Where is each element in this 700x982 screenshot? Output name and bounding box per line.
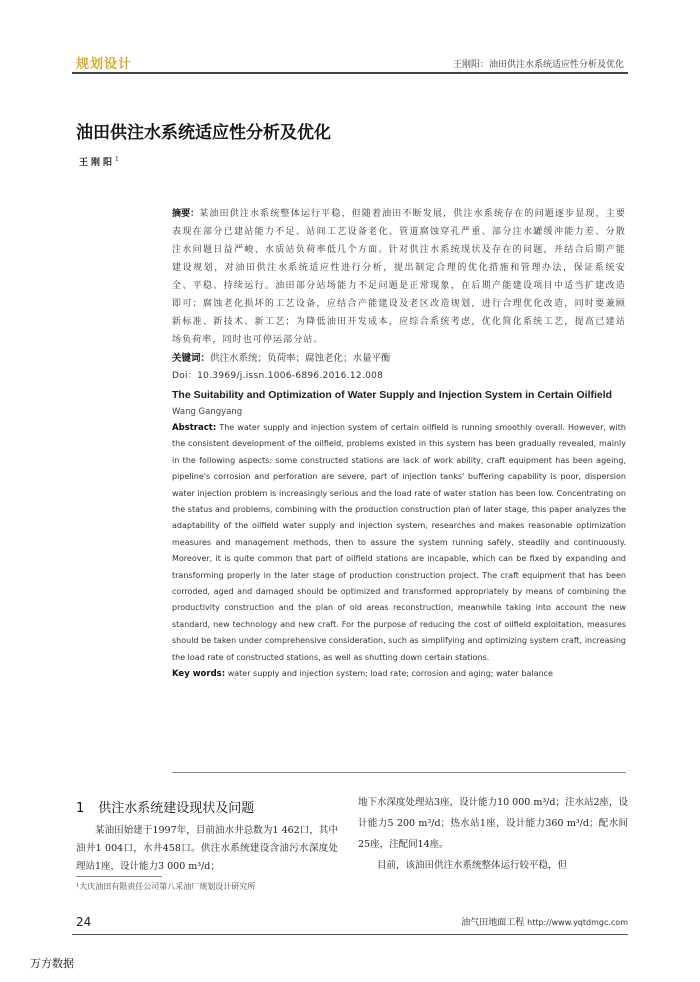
keywords-en-text: water supply and injection system; load rate; corrosion and aging; water balance [227,669,553,679]
author-name: 王刚阳 [79,158,116,168]
keywords-en [172,666,626,682]
paper-title: 油田供注水系统适应性分析及优化 [76,123,331,143]
section-heading [76,797,254,816]
footnote: ¹大庆油田有限责任公司第八采油厂规划设计研究所 [76,882,256,891]
journal-name: 油气田地面工程 [461,918,525,928]
abstract-en [172,420,626,666]
abstract-cn [172,205,626,349]
journal-website[interactable]: http://www.yqtdmgc.com [527,918,628,927]
keywords-cn [172,350,626,368]
english-title: The Suitability and Optimization of Water Supply and Injection System in Certain Oilfield [172,389,613,401]
journal-footer [461,915,628,928]
page-number: 24 [76,915,92,929]
section-number: 1 [76,801,85,816]
abstract-en-text: The water supply and injection system of certain oilfield is running smoothly overall. However, with the consistent development of the oilfield, problems existed in this system has been gradually revealed, mainly in the following aspects: some constructed stations are lack of work ability, craft equipment has been ageing, pipeline's corrosion and perforation are severe, part of injection tanks' buffering capability is poor, dispersion water injection problem is increasingly serious and the load rate of water station has been low. Concentrating on the status and problems, combining with the production construction plan of later stage, this paper analyzes the adaptability of the oilfield water supply and injection system, researches and makes reasonable optimization measures and management methods, then to assure the system running safely, steadily and continuously. Moreover, it is quite common that part of oilfield stations are incapable, which can be fixed by expanding and transforming properly in the later stage of production construction project. The craft equipment that has been corroded, aged and damaged should be optimized and transformed appropriately by means of combining the productivity construction and the plan of old areas reconstruction, meanwhile taking into account the new standard, new technology and new craft. For the purpose of reducing the cost of oilfield exploitation, measures should be taken under comprehensive consideration, such as simplifying and optimizing system craft, increasing the load rate of constructed stations, as well as shutting down certain stations. [172,423,626,662]
section-label: 规划设计 [76,57,133,72]
body-paragraph: 地下水深度处理站3座，设计能力10 000 m³/d；注水站2座，设计能力5 200 m³/d；热水站1座，设计能力360 m³/d；配水间25座，注配间14座。 [358,797,628,850]
keywords-cn-text: 供注水系统；负荷率；腐蚀老化；水量平衡 [210,353,391,364]
body-paragraph: 目前，该油田供注水系统整体运行较平稳，但 [377,860,568,871]
abstract-divider [172,772,626,773]
doi: Doi：10.3969/j.issn.1006-6896.2016.12.008 [172,371,384,381]
abstract-block [172,205,626,682]
abstract-cn-label: 摘要： [172,209,200,219]
abstract-en-label: Abstract: [172,423,217,433]
author-affiliation-mark: 1 [115,156,119,163]
right-column [358,792,628,876]
section-title: 供注水系统建设现状及问题 [98,801,255,816]
header-divider [72,72,628,74]
body-paragraph: 某油田始建于1997年，目前油水井总数为1 462口，其中油井1 004口，水井458口。供注水系统建设含油污水深度处理站1座，设计能力3 000 m³/d； [76,825,338,872]
footnote-divider [76,876,162,877]
keywords-en-label: Key words: [172,669,226,680]
left-column [76,822,338,876]
abstract-cn-text: 某油田供注水系统整体运行平稳，但随着油田不断发展，供注水系统存在的问题逐步显现，主要表现在部分已建站能力不足、站间工艺设备老化、管道腐蚀穿孔严重、部分注水罐缓冲能力差、分散注水问题日益严峻、水质站负荷率低几个方面。针对供注水系统现状及存在的问题，并结合后期产能建设规划，对油田供注水系统适应性进行分析，提出制定合理的优化措施和管理办法，保证系统安全、平稳、持续运行。油田部分站场能力不足问题是正常现象，在后期产能建设项目中适当扩建改造即可；腐蚀老化损坏的工艺设备，应结合产能建设及老区改造规划，进行合理优化改造，同时要兼顾新标准、新技术、新工艺；为降低油田开发成本，应综合系统考虑，优化简化系统工艺，提高已建站场负荷率，同时也可停运部分站。 [172,209,626,345]
watermark: 万方数据 [30,957,74,970]
footer-divider [72,934,628,935]
keywords-cn-label: 关键词： [172,353,211,364]
english-author: Wang Gangyang [172,407,243,417]
paper-author [79,155,119,168]
running-title: 王刚阳：油田供注水系统适应性分析及优化 [452,60,624,70]
